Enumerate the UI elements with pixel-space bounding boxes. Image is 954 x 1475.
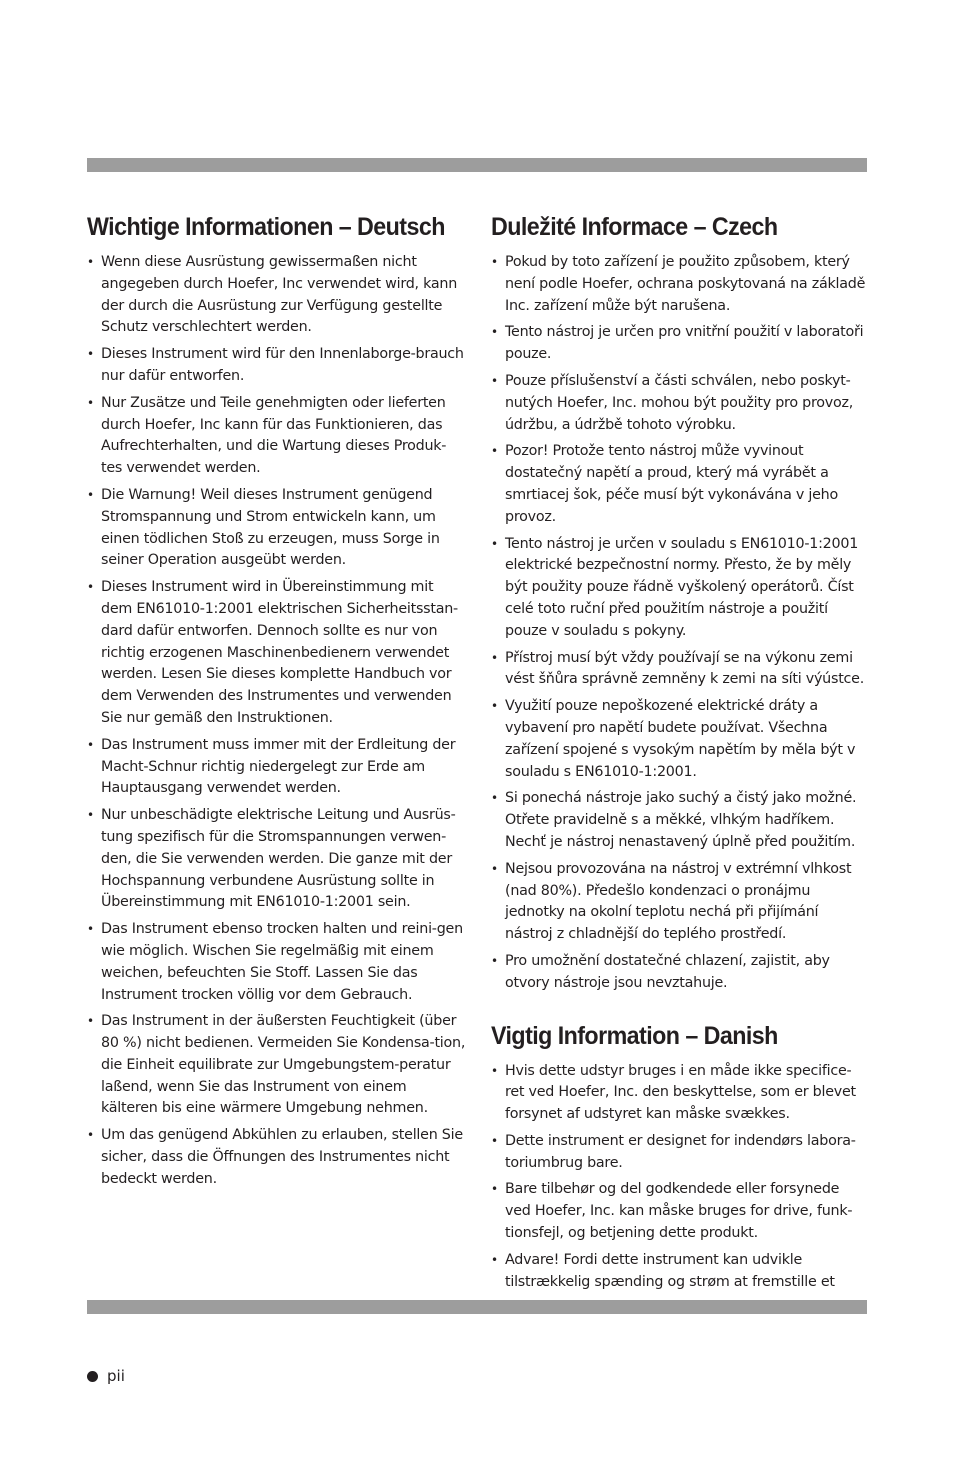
list-item: • Nur Zusätze und Teile genehmigten oder lieferten durch Hoefer, Inc kann für das Funktionieren, das Aufrechterhalten, und die Wartung dieses Produk-tes verwendet werden. xyxy=(87,393,467,480)
czech-list xyxy=(491,252,867,995)
bullet-dot-icon xyxy=(87,1371,98,1382)
german-heading: Wichtige Informationen – Deutsch xyxy=(87,213,445,241)
list-item: • Dette instrument er designet for indendørs labora-toriumbrug bare. xyxy=(491,1131,867,1175)
list-item: • Nejsou provozována na nástroj v extrémní vlhkost (nad 80%). Předešlo kondenzaci o pronájmu jednotky na okolní teplotu nechá při přijímání nástroj z chladnější do teplého prostředí. xyxy=(491,859,867,946)
czech-heading: Duležité Informace – Czech xyxy=(491,213,778,241)
list-item: • Bare tilbehør og del godkendede eller forsynede ved Hoefer, Inc. kan måske bruges for drive, funk-tionsfejl, og betjening dette produkt. xyxy=(491,1179,867,1244)
list-item: • Si ponechá nástroje jako suchý a čistý jako možné. Otřete pravidelně s a měkké, vlhkým hadříkem. Nechť je nástroj nenastavený úplně před použitím. xyxy=(491,788,867,853)
list-item: • Wenn diese Ausrüstung gewissermaßen nicht angegeben durch Hoefer, Inc verwendet wird, kann der durch die Ausrüstung zur Verfügung gestellte Schutz verschlechtert werden. xyxy=(87,252,467,339)
danish-list xyxy=(491,1061,867,1294)
list-item: • Das Instrument ebenso trocken halten und reini-gen wie möglich. Wischen Sie regelmäßig mit einem weichen, befeuchten Sie Stoff. Lassen Sie das Instrument trocken völlig vor dem Gebrauch. xyxy=(87,919,467,1006)
list-item: • Pouze příslušenství a části schválen, nebo poskyt-nutých Hoefer, Inc. mohou být použity pro provoz, údržbu, a údržbě tohoto výrobku. xyxy=(491,371,867,436)
right-column xyxy=(491,208,867,1298)
list-item: • Tento nástroj je určen pro vnitřní použití v laboratoři pouze. xyxy=(491,322,867,366)
top-rule xyxy=(87,158,867,172)
list-item: • Nur unbeschädigte elektrische Leitung und Ausrüs-tung spezifisch für die Stromspannungen verwen-den, die Sie verwenden werden. Die ganze mit der Hochspannung verbundene Ausrüstung sollte in Übereinstimmung mit EN61010-1:2001 sein. xyxy=(87,805,467,914)
list-item: • Advare! Fordi dette instrument kan udvikle tilstrækkelig spænding og strøm at fremstille et xyxy=(491,1250,867,1294)
list-item: • Dieses Instrument wird in Übereinstimmung mit dem EN61010-1:2001 elektrischen Sicherheitsstan-dard dafür entworfen. Dennoch sollte es nur von richtig erzogenen Maschinenbedienern verwendet werden. Lesen Sie dieses komplette Handbuch vor dem Verwenden des Instrumentes und verwenden Sie nur gemäß den Instruktionen. xyxy=(87,577,467,730)
german-list xyxy=(87,252,467,1191)
list-item: • Das Instrument muss immer mit der Erdleitung der Macht-Schnur richtig niedergelegt zur Erde am Hauptausgang verwendet werden. xyxy=(87,735,467,800)
list-item: • Využití pouze nepoškozené elektrické dráty a vybavení pro napětí budete používat. Všechna zařízení spojené s vysokým napětím by měla být v souladu s EN61010-1:2001. xyxy=(491,696,867,783)
page-footer xyxy=(87,1367,125,1385)
danish-heading: Vigtig Information – Danish xyxy=(491,1021,778,1050)
list-item: • Das Instrument in der äußersten Feuchtigkeit (über 80 %) nicht bedienen. Vermeiden Sie Kondensa-tion, die Einheit equilibrate zur Umgebungstem-peratur laßend, wenn Sie das Instrument von einem kälteren bis eine wärmere Umgebung nehmen. xyxy=(87,1011,467,1120)
list-item: • Pokud by toto zařízení je použito způsobem, který není podle Hoefer, ochrana poskytovaná na základě Inc. zařízení může být narušena. xyxy=(491,252,867,317)
list-item: • Pro umožnění dostatečné chlazení, zajistit, aby otvory nástroje jsou nevztahuje. xyxy=(491,951,867,995)
list-item: • Dieses Instrument wird für den Innenlaborge-brauch nur dafür entworfen. xyxy=(87,344,467,388)
page-number: pii xyxy=(107,1367,125,1385)
list-item: • Hvis dette udstyr bruges i en måde ikke specifice-ret ved Hoefer, Inc. den beskyttelse, som er blevet forsynet af udstyret kan måske svækkes. xyxy=(491,1061,867,1126)
list-item: • Pozor! Protože tento nástroj může vyvinout dostatečný napětí a proud, který má vyrábět a smrtiacej šok, péče musí být vykonávána v jeho provoz. xyxy=(491,441,867,528)
bottom-rule xyxy=(87,1300,867,1314)
left-column xyxy=(87,208,467,1196)
list-item: • Přístroj musí být vždy používají se na výkonu zemi vést šňůra správně zemněny k zemi na síti výústce. xyxy=(491,648,867,692)
list-item: • Um das genügend Abkühlen zu erlauben, stellen Sie sicher, dass die Öffnungen des Instrumentes nicht bedeckt werden. xyxy=(87,1125,467,1190)
list-item: • Die Warnung! Weil dieses Instrument genügend Stromspannung und Strom entwickeln kann, um einen tödlichen Stoß zu erzeugen, muss Sorge in seiner Operation ausgeübt werden. xyxy=(87,485,467,572)
list-item: • Tento nástroj je určen v souladu s EN61010-1:2001 elektrické bezpečnostní normy. Přesto, že by měly být použity pouze řádně vyškolený operátorů. Číst celé toto ruční před použitím nástroje a použití pouze v souladu s pokyny. xyxy=(491,534,867,643)
